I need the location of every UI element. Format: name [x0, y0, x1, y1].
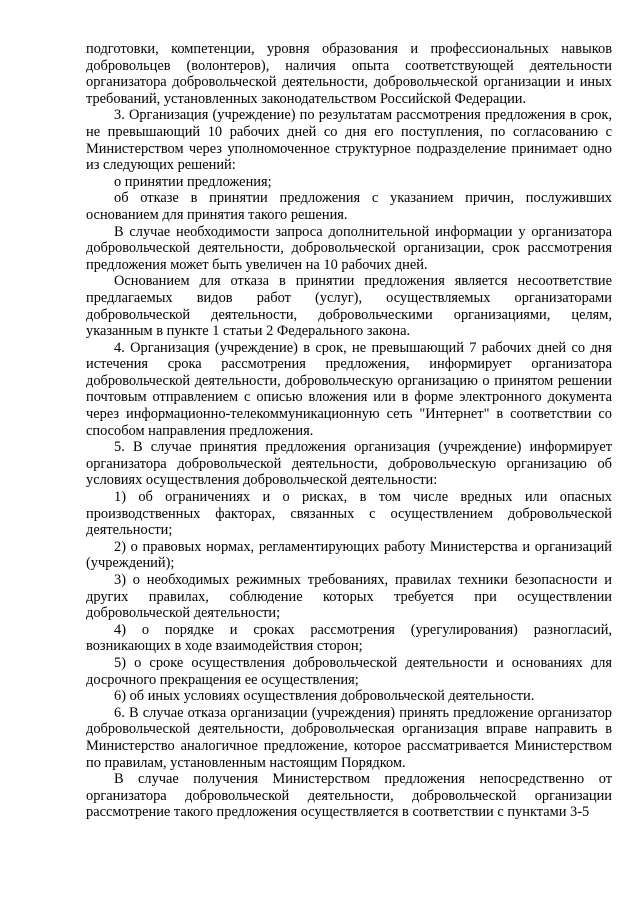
- paragraph-item-5: 5. В случае принятия предложения организация (учреждение) информирует организатора добровольческой деятельности, добровольческую организацию об условиях осуществления добровольческой деятельности:: [86, 439, 612, 489]
- paragraph-condition-1: 1) об ограничениях и о рисках, в том числе вредных или опасных производственных факторах, связанных с осуществлением добровольческой деятельности;: [86, 489, 612, 539]
- paragraph-item-4: 4. Организация (учреждение) в срок, не превышающий 7 рабочих дней со дня истечения срока рассмотрения предложения, информирует организатора добровольческой деятельности, добровольческую организацию о принятом решении почтовым отправлением с описью вложения или в форме электронного документа через информационно-телекоммуникационную сеть "Интернет" в соответствии со способом направления предложения.: [86, 339, 612, 439]
- paragraph-condition-3: 3) о необходимых режимных требованиях, правилах техники безопасности и других правилах, соблюдение которых требуется при осуществлении добровольческой деятельности;: [86, 572, 612, 622]
- paragraph-continuation: подготовки, компетенции, уровня образования и профессиональных навыков добровольцев (волонтеров), наличия опыта соответствующей деятельности организатора добровольческой деятельности, добровольческой организации и иных требований, установленных законодательством Российской Федерации.: [86, 41, 612, 107]
- paragraph-condition-5: 5) о сроке осуществления добровольческой деятельности и основаниях для досрочного прекращения ее осуществления;: [86, 654, 612, 688]
- paragraph-decision-accept: о принятии предложения;: [114, 173, 272, 190]
- paragraph-condition-2: 2) о правовых нормах, регламентирующих работу Министерства и организаций (учреждений);: [86, 538, 612, 572]
- paragraph-decision-reject: об отказе в принятии предложения с указанием причин, послуживших основанием для принятия такого решения.: [86, 190, 612, 223]
- paragraph-item-3: 3. Организация (учреждение) по результатам рассмотрения предложения в срок, не превышающий 10 рабочих дней со дня его поступления, по согласованию с Министерством через уполномоченное структурное подразделение принимает одно из следующих решений:: [86, 107, 612, 174]
- paragraph-rejection-grounds: Основанием для отказа в принятии предложения является несоответствие предлагаемых видов работ (услуг), осуществляемых организаторами добровольческой деятельности, добровольческими организациями, целям, указанным в пункте 1 статьи 2 Федерального закона.: [86, 273, 612, 340]
- paragraph-direct-submission: В случае получения Министерством предложения непосредственно от организатора добровольческой деятельности, добровольческой организации рассмотрение такого предложения осуществляется в соответствии с пунктами 3-5: [86, 771, 612, 821]
- paragraph-condition-6: 6) об иных условиях осуществления добровольческой деятельности.: [114, 688, 535, 705]
- paragraph-extension: В случае необходимости запроса дополнительной информации у организатора добровольческой деятельности, добровольческой организации, срок рассмотрения предложения может быть увеличен на 10 рабочих дней.: [86, 223, 612, 273]
- paragraph-item-6: 6. В случае отказа организации (учреждения) принять предложение организатор добровольческой деятельности, добровольческая организация вправе направить в Министерство аналогичное предложение, которое рассматривается Министерством по правилам, установленным настоящим Порядком.: [86, 704, 612, 771]
- paragraph-condition-4: 4) о порядке и сроках рассмотрения (урегулирования) разногласий, возникающих в ходе взаимодействия сторон;: [86, 621, 612, 655]
